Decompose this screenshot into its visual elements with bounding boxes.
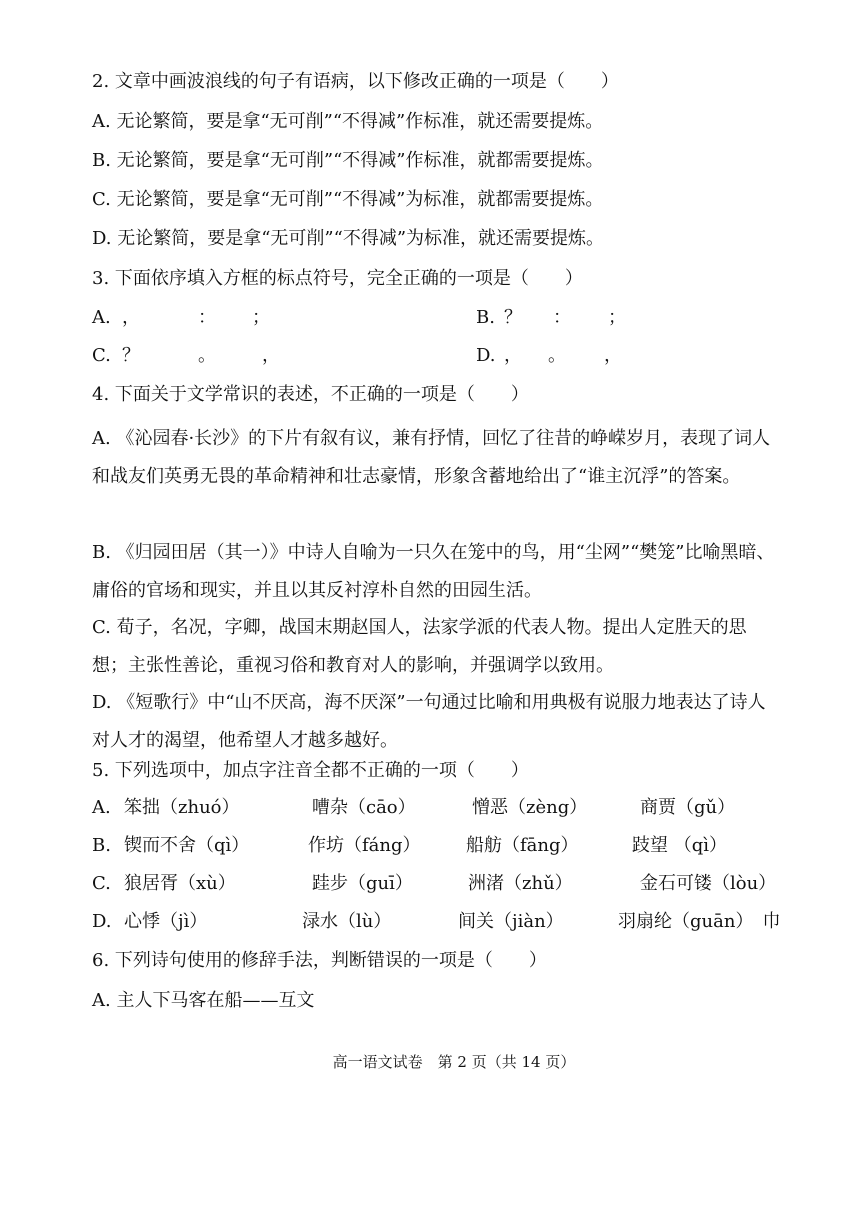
q2-option-a: A. 无论繁简，要是拿“无可削”“不得减”作标准，就还需要提炼。 <box>92 111 604 132</box>
q2-option-d: D. 无论繁简，要是拿“无可削”“不得减”为标准，就还需要提炼。 <box>92 228 605 249</box>
q6-stem: 6. 下列诗句使用的修辞手法，判断错误的一项是（ ） <box>92 950 547 971</box>
q4-option-b: B. 《归园田居（其一）》中诗人自喻为一只久在笼中的鸟，用“尘网”“樊笼”比喻黑暗、庸俗的官场和现实，并且以其反衬淳朴自然的田园生活。 <box>92 542 775 601</box>
q3-option-a-mark-1: ， <box>122 307 140 328</box>
q3-option-b-mark-2: ： <box>553 307 571 328</box>
q3-option-b-mark-1: ？ <box>504 307 522 328</box>
q6-option-a: A. 主人下马客在船——互文 <box>92 990 315 1011</box>
q3-option-c-mark-1: ？ <box>122 345 140 366</box>
q5-row-c-item-1: 狼居胥（xù） <box>124 873 236 894</box>
q4-option-a: A. 《沁园春·长沙》的下片有叙有议，兼有抒情，回忆了往昔的峥嵘岁月，表现了词人和战友们英勇无畏的革命精神和壮志豪情，形象含蓄地给出了“谁主沉浮”的答案。 <box>92 428 771 487</box>
q5-row-b-item-2: 作坊（fáng） <box>308 835 421 856</box>
q3-option-b-label: B. <box>476 307 495 328</box>
q3-option-a-mark-2: ： <box>198 307 216 328</box>
q3-option-d-mark-3: ， <box>604 345 622 366</box>
q4-option-c: C. 荀子，名况，字卿，战国末期赵国人，法家学派的代表人物。提出人定胜天的思想；主张性善论，重视习俗和教育对人的影响，并强调学以致用。 <box>92 617 747 676</box>
q5-row-c-item-2: 跬步（guī） <box>312 873 413 894</box>
q5-row-b-item-3: 船舫（fāng） <box>466 835 579 856</box>
q5-row-d-item-4: 羽扇纶（guān） 巾 <box>618 911 781 932</box>
page-footer: 高一语文试卷 第 2 页（共 14 页） <box>332 1053 576 1071</box>
q3-option-c-label: C. <box>92 345 111 366</box>
q3-option-c-mark-3: ， <box>262 345 280 366</box>
q5-row-b-item-1: 锲而不舍（qì） <box>124 835 250 856</box>
q2-option-b: B. 无论繁简，要是拿“无可削”“不得减”作标准，就都需要提炼。 <box>92 150 604 171</box>
q5-row-c-item-4: 金石可镂（lòu） <box>640 873 777 894</box>
q5-row-c-item-3: 洲渚（zhǔ） <box>468 873 573 894</box>
q5-stem: 5. 下列选项中，加点字注音全都不正确的一项（ ） <box>92 760 529 781</box>
q4-option-d: D. 《短歌行》中“山不厌高，海不厌深”一句通过比喻和用典极有说服力地表达了诗人对人才的渴望，他希望人才越多越好。 <box>92 692 766 751</box>
q3-option-d-label: D. <box>476 345 496 366</box>
q3-option-a-label: A. <box>92 307 111 328</box>
q2-stem: 2. 文章中画波浪线的句子有语病，以下修改正确的一项是（ ） <box>92 71 619 92</box>
q5-row-a-item-2: 嘈杂（cāo） <box>312 797 416 818</box>
q3-stem: 3. 下面依序填入方框的标点符号，完全正确的一项是（ ） <box>92 268 583 289</box>
q5-row-b-item-4: 跂望 （qì） <box>632 835 728 856</box>
q5-row-d-item-3: 间关（jiàn） <box>458 911 564 932</box>
q5-row-d-label: D. <box>92 911 112 932</box>
q5-row-d-item-2: 渌水（lù） <box>302 911 392 932</box>
q4-stem: 4. 下面关于文学常识的表述，不正确的一项是（ ） <box>92 384 529 405</box>
q5-row-a-item-4: 商贾（gǔ） <box>640 797 736 818</box>
q5-row-c-label: C. <box>92 873 111 894</box>
q2-option-c: C. 无论繁简，要是拿“无可削”“不得减”为标准，就都需要提炼。 <box>92 189 604 210</box>
q3-option-d-mark-1: ， <box>504 345 522 366</box>
q3-option-a-mark-3: ； <box>252 307 270 328</box>
q5-row-a-item-1: 笨拙（zhuó） <box>124 797 240 818</box>
q3-option-c-mark-2: 。 <box>198 345 216 366</box>
q5-row-a-label: A. <box>92 797 111 818</box>
q3-option-d-mark-2: 。 <box>548 345 566 366</box>
q5-row-d-item-1: 心悸（jì） <box>124 911 208 932</box>
q5-row-a-item-3: 憎恶（zèng） <box>472 797 588 818</box>
q5-row-b-label: B. <box>92 835 111 856</box>
q3-option-b-mark-3: ； <box>608 307 626 328</box>
